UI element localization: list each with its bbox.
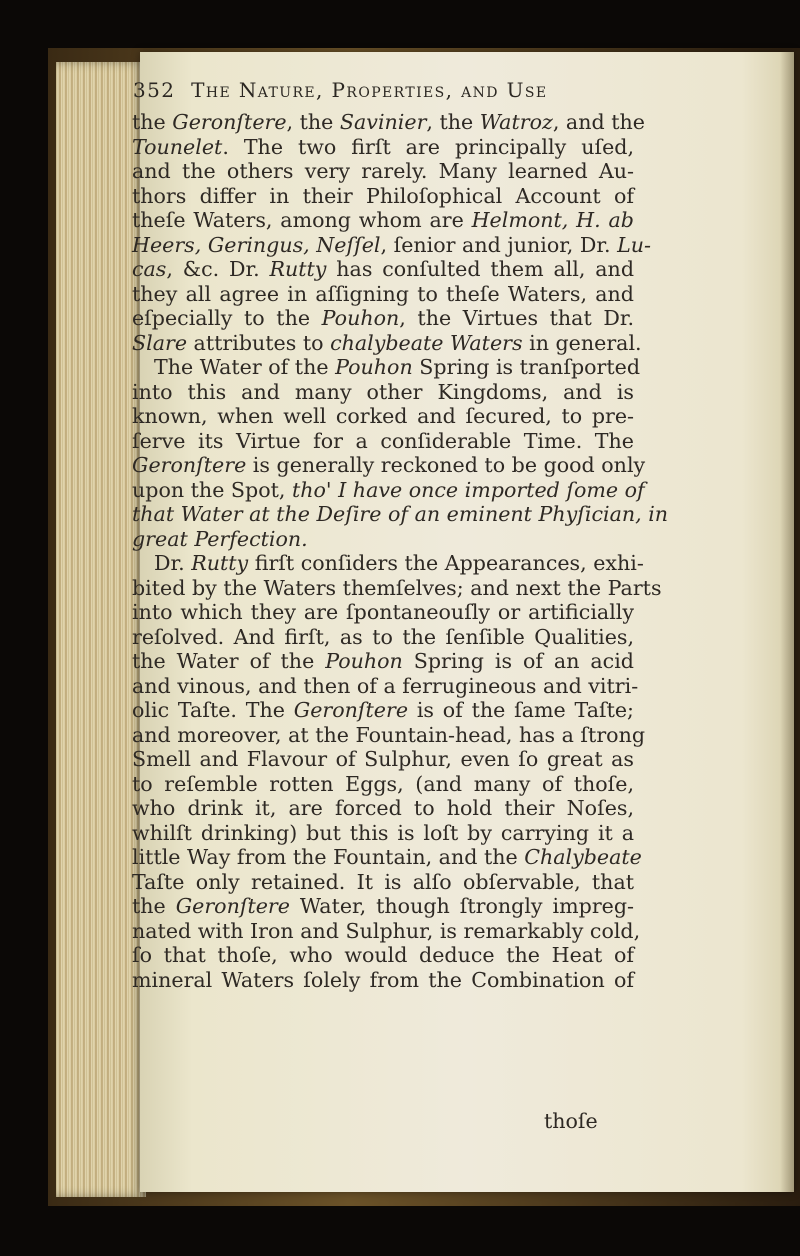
text-line: upon the Spot, tho' I have once imported ſome of <box>132 477 645 502</box>
text-line: they all agree in aſſigning to theſe Waters, and <box>132 281 634 306</box>
text-line: cas, &c. Dr. Rutty has conſulted them all, and <box>132 257 634 281</box>
text-line: the Geronſtere Water, though ſtrongly impreg- <box>132 894 634 918</box>
gutter-shadow <box>780 52 794 1192</box>
text-line: to reſemble rotten Eggs, (and many of thoſe, <box>132 771 634 796</box>
running-header <box>133 78 653 102</box>
text-line: Slare attributes to chalybeate Waters in general. <box>132 330 642 355</box>
text-line: Dr. Rutty firſt conſiders the Appearances, exhi- <box>154 551 644 575</box>
text-line: and the others very rarely. Many learned Au- <box>132 159 634 183</box>
text-line: ſo that thoſe, who would deduce the Heat of <box>132 943 634 967</box>
text-line: into which they are ſpontaneouſly or artificially <box>132 600 634 624</box>
text-line: Taſte only retained. It is alſo obſervable, that <box>132 869 634 894</box>
text-line: whilſt drinking) but this is loſt by carrying it a <box>132 820 634 845</box>
text-line: great Perfection. <box>132 526 308 551</box>
running-title: The Nature, Properties, and Use <box>191 78 548 102</box>
text-line: the Water of the Pouhon Spring is of an acid <box>132 649 634 673</box>
text-line: and moreover, at the Fountain-head, has a ſtrong <box>132 722 646 747</box>
text-line: thors differ in their Philoſophical Account of <box>132 183 634 208</box>
text-line: little Way from the Fountain, and the Chalybeate <box>132 845 642 869</box>
text-line: reſolved. And firſt, as to the ſenſible Qualities, <box>132 624 634 649</box>
text-line: mineral Waters ſolely from the Combination of <box>132 967 634 992</box>
text-line: olic Taſte. The Geronſtere is of the ſame Taſte; <box>132 698 634 722</box>
page-number: 352 <box>133 78 176 102</box>
catchword: thoſe <box>544 1109 598 1133</box>
text-line: that Water at the Deſire of an eminent Phyſician, in <box>132 502 669 526</box>
text-line: The Water of the Pouhon Spring is tranſported <box>154 355 641 379</box>
text-line: and vinous, and then of a ferrugineous and vitri- <box>132 673 639 698</box>
text-line: ſerve its Virtue for a conſiderable Time. The <box>132 428 634 453</box>
text-line: eſpecially to the Pouhon, the Virtues that Dr. <box>132 306 634 330</box>
text-line: Geronſtere is generally reckoned to be good only <box>132 453 646 477</box>
text-line: Tounelet. The two firſt are principally uſed, <box>132 134 634 159</box>
text-line: who drink it, are forced to hold their Noſes, <box>132 796 634 820</box>
text-line: nated with Iron and Sulphur, is remarkably cold, <box>132 918 641 943</box>
text-line: into this and many other Kingdoms, and is <box>132 379 634 404</box>
text-line: Smell and Flavour of Sulphur, even ſo great as <box>132 747 634 771</box>
page-body <box>132 110 669 992</box>
text-line: the Geronſtere, the Savinier, the Watroz, and the <box>132 110 645 134</box>
text-line: theſe Waters, among whom are Helmont, H. ab <box>132 208 634 232</box>
text-line: bited by the Waters themſelves; and next the Parts <box>132 575 662 600</box>
text-line: Heers, Geringus, Neſſel, ſenior and junior, Dr. Lu- <box>132 232 651 257</box>
text-line: known, when well corked and ſecured, to pre- <box>132 404 634 428</box>
